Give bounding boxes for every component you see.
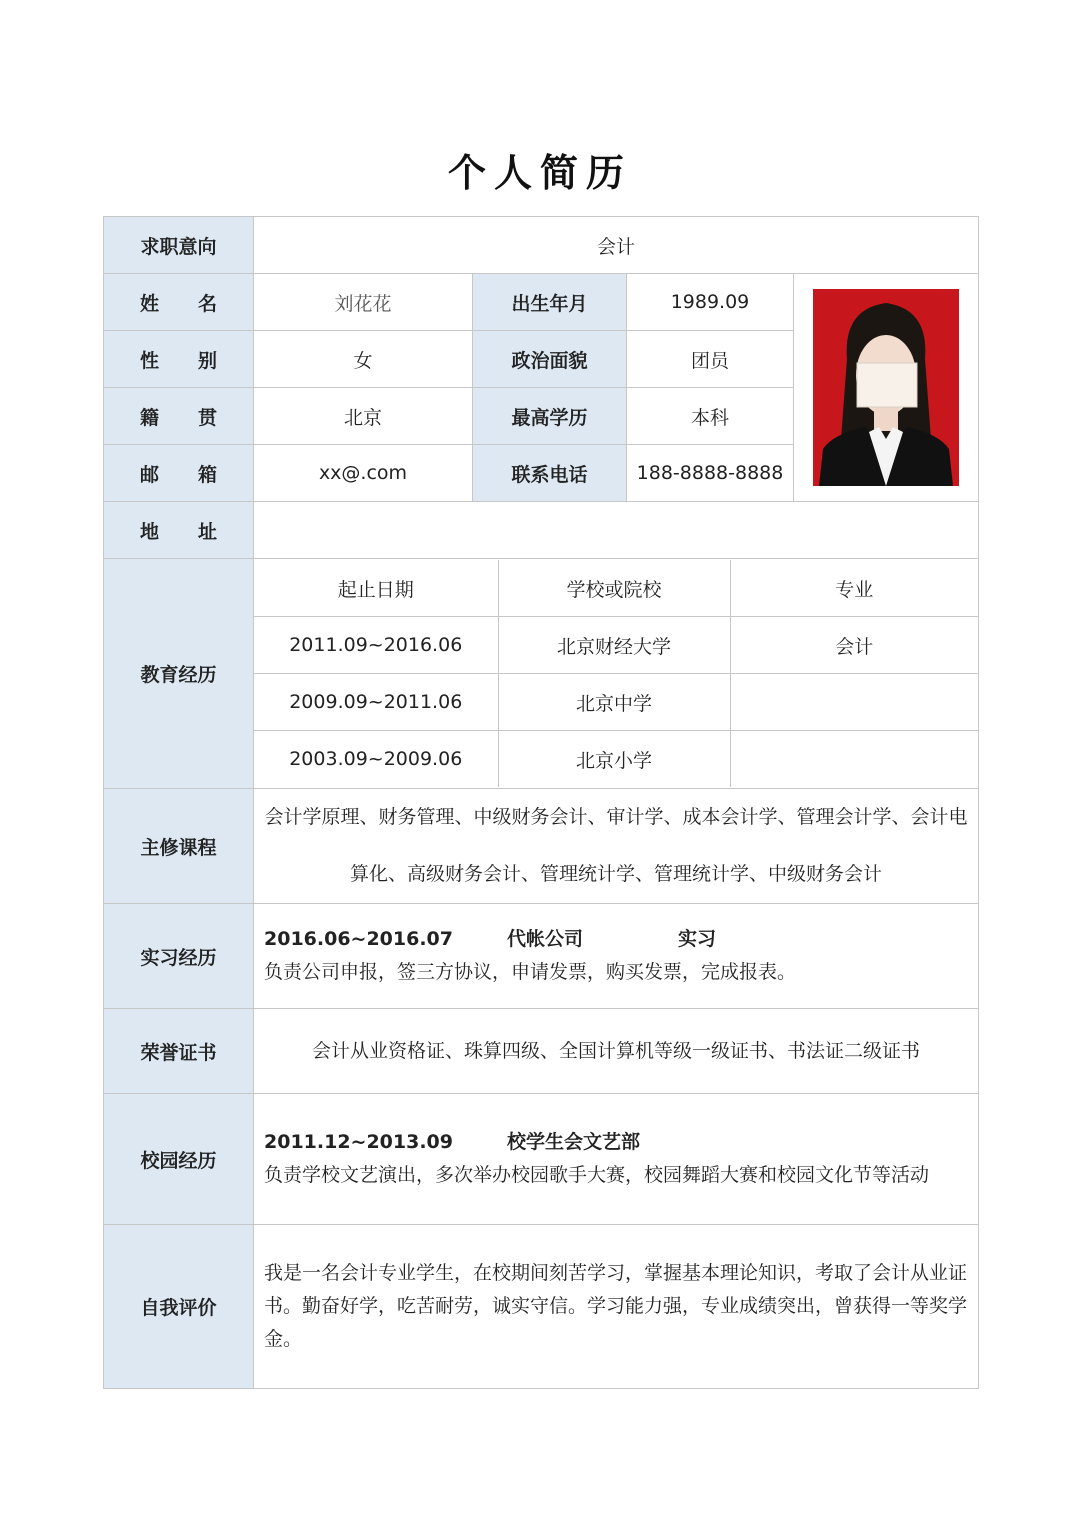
campus-desc: 负责学校文艺演出，多次举办校园歌手大赛，校园舞蹈大赛和校园文化节等活动 — [264, 1164, 930, 1186]
edu-header-school: 学校或院校 — [498, 560, 730, 617]
resume-table — [103, 216, 979, 1389]
gender-value: 女 — [254, 331, 473, 388]
gender-label: 性 别 — [104, 331, 254, 388]
table-row — [254, 731, 978, 788]
self-line: 书。勤奋好学，吃苦耐劳，诚实守信。学习能力强，专业成绩突出，曾获得一等奖学 — [264, 1295, 968, 1317]
honors-label: 荣誉证书 — [104, 1009, 254, 1094]
politics-value: 团员 — [627, 331, 794, 388]
internship-company: 代帐公司 — [507, 928, 584, 950]
campus-org: 校学生会文艺部 — [507, 1131, 641, 1153]
internship-period: 2016.06~2016.07 — [264, 928, 453, 950]
table-row — [254, 674, 978, 731]
internship-label: 实习经历 — [104, 904, 254, 1009]
campus-period: 2011.12~2013.09 — [264, 1131, 453, 1153]
table-row — [254, 617, 978, 674]
edu-school: 北京中学 — [498, 674, 730, 731]
self-label: 自我评价 — [104, 1225, 254, 1389]
birth-value: 1989.09 — [627, 274, 794, 331]
email-value: xx@.com — [254, 445, 473, 502]
education-level-label: 最高学历 — [473, 388, 627, 445]
education-level-value: 本科 — [627, 388, 794, 445]
honors-value: 会计从业资格证、珠算四级、全国计算机等级一级证书、书法证二级证书 — [254, 1009, 979, 1094]
courses-line: 会计学原理、财务管理、中级财务会计、审计学、成本会计学、管理会计学、会计电 — [264, 806, 968, 828]
edu-major — [730, 674, 978, 731]
internship-value — [254, 904, 979, 1009]
edu-major: 会计 — [730, 617, 978, 674]
edu-dates: 2011.09~2016.06 — [254, 617, 498, 674]
courses-value — [254, 789, 979, 904]
name-label: 姓 名 — [104, 274, 254, 331]
campus-value — [254, 1094, 979, 1225]
education-label: 教育经历 — [104, 559, 254, 789]
address-label: 地 址 — [104, 502, 254, 559]
birth-label: 出生年月 — [473, 274, 627, 331]
edu-school: 北京小学 — [498, 731, 730, 788]
edu-header-major: 专业 — [730, 560, 978, 617]
intent-label: 求职意向 — [104, 217, 254, 274]
self-line: 金。 — [264, 1328, 303, 1350]
intent-value: 会计 — [254, 217, 979, 274]
edu-header-dates: 起止日期 — [254, 560, 498, 617]
self-line: 我是一名会计专业学生，在校期间刻苦学习，掌握基本理论知识，考取了会计从业证 — [264, 1262, 968, 1284]
hometown-value: 北京 — [254, 388, 473, 445]
hometown-label: 籍 贯 — [104, 388, 254, 445]
email-label: 邮 箱 — [104, 445, 254, 502]
name-value: 刘花花 — [254, 274, 473, 331]
photo-cell — [794, 274, 979, 502]
edu-major — [730, 731, 978, 788]
campus-label: 校园经历 — [104, 1094, 254, 1225]
politics-label: 政治面貌 — [473, 331, 627, 388]
self-value — [254, 1225, 979, 1389]
address-value — [254, 502, 979, 559]
phone-label: 联系电话 — [473, 445, 627, 502]
edu-dates: 2009.09~2011.06 — [254, 674, 498, 731]
profile-photo — [813, 289, 959, 486]
courses-label: 主修课程 — [104, 789, 254, 904]
edu-school: 北京财经大学 — [498, 617, 730, 674]
page-title: 个人简历 — [447, 150, 632, 195]
internship-role: 实习 — [678, 928, 717, 950]
phone-value: 188-8888-8888 — [627, 445, 794, 502]
education-cell — [254, 559, 979, 789]
internship-desc: 负责公司申报，签三方协议，申请发票，购买发票，完成报表。 — [264, 961, 797, 983]
education-table — [254, 560, 978, 787]
edu-dates: 2003.09~2009.06 — [254, 731, 498, 788]
courses-line: 算化、高级财务会计、管理统计学、管理统计学、中级财务会计 — [350, 863, 883, 885]
